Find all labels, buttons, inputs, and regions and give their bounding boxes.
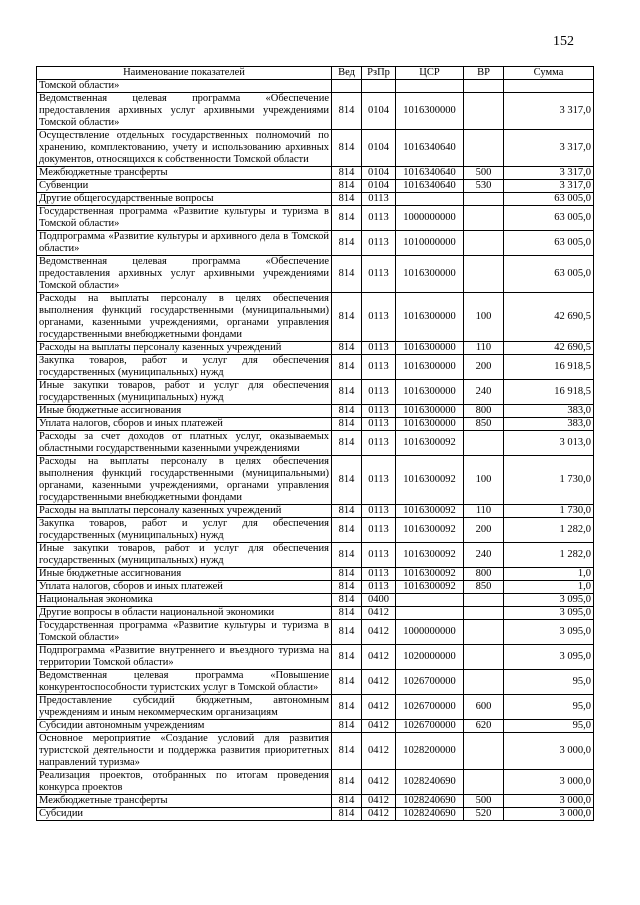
cell-name: Предоставление субсидий бюджетным, автономным учреждениям и иным некоммерческим организациям (37, 695, 332, 720)
cell-name: Подпрограмма «Развитие культуры и архивного дела в Томской области» (37, 231, 332, 256)
table-row (37, 505, 594, 518)
cell-sum: 16 918,5 (504, 380, 594, 405)
table-row (37, 456, 594, 505)
cell-csr: 1020000000 (396, 645, 464, 670)
table-row (37, 620, 594, 645)
cell-name: Национальная экономика (37, 594, 332, 607)
cell-name: Субсидии (37, 808, 332, 821)
cell-vr: 200 (464, 518, 504, 543)
cell-ved: 814 (332, 206, 362, 231)
cell-vr (464, 594, 504, 607)
cell-vr: 500 (464, 167, 504, 180)
cell-ved: 814 (332, 505, 362, 518)
cell-csr: 1016300092 (396, 543, 464, 568)
cell-sum: 383,0 (504, 405, 594, 418)
cell-name: Иные бюджетные ассигнования (37, 405, 332, 418)
cell-name: Государственная программа «Развитие культуры и туризма в Томской области» (37, 206, 332, 231)
table-row (37, 355, 594, 380)
cell-vr: 800 (464, 568, 504, 581)
table-row (37, 418, 594, 431)
cell-rzpr: 0104 (362, 130, 396, 167)
cell-vr: 110 (464, 342, 504, 355)
header-name: Наименование показателей (37, 67, 332, 80)
cell-vr (464, 645, 504, 670)
cell-rzpr: 0113 (362, 456, 396, 505)
cell-name: Ведомственная целевая программа «Обеспечение предоставления архивных услуг архивными учреждениями Томской области» (37, 256, 332, 293)
cell-ved: 814 (332, 720, 362, 733)
cell-ved: 814 (332, 342, 362, 355)
cell-name: Расходы на выплаты персоналу в целях обеспечения выполнения функций государственными (муниципальными) органами, казенными учреждениями, органами управления государственными внебюджетными фондами (37, 456, 332, 505)
cell-ved: 814 (332, 670, 362, 695)
cell-name: Подпрограмма «Развитие внутреннего и въездного туризма на территории Томской области» (37, 645, 332, 670)
cell-vr (464, 431, 504, 456)
cell-rzpr: 0113 (362, 518, 396, 543)
table-row (37, 193, 594, 206)
cell-vr: 100 (464, 293, 504, 342)
cell-rzpr: 0104 (362, 167, 396, 180)
cell-sum: 3 317,0 (504, 93, 594, 130)
cell-sum: 3 095,0 (504, 620, 594, 645)
cell-rzpr: 0113 (362, 355, 396, 380)
cell-ved: 814 (332, 193, 362, 206)
cell-vr (464, 733, 504, 770)
cell-sum: 1 730,0 (504, 505, 594, 518)
cell-vr (464, 93, 504, 130)
cell-vr (464, 607, 504, 620)
header-sum: Сумма (504, 67, 594, 80)
cell-vr (464, 256, 504, 293)
cell-rzpr: 0412 (362, 770, 396, 795)
cell-ved: 814 (332, 695, 362, 720)
cell-sum: 1 282,0 (504, 518, 594, 543)
cell-name: Другие вопросы в области национальной экономики (37, 607, 332, 620)
table-row (37, 93, 594, 130)
cell-rzpr: 0412 (362, 733, 396, 770)
cell-rzpr: 0400 (362, 594, 396, 607)
cell-sum: 42 690,5 (504, 293, 594, 342)
cell-sum: 3 013,0 (504, 431, 594, 456)
cell-csr: 1026700000 (396, 670, 464, 695)
cell-rzpr: 0113 (362, 418, 396, 431)
table-row (37, 543, 594, 568)
cell-csr: 1016300000 (396, 418, 464, 431)
cell-name: Уплата налогов, сборов и иных платежей (37, 418, 332, 431)
cell-vr: 110 (464, 505, 504, 518)
cell-vr: 100 (464, 456, 504, 505)
table-row (37, 581, 594, 594)
cell-name: Субсидии автономным учреждениям (37, 720, 332, 733)
table-row (37, 733, 594, 770)
cell-rzpr: 0412 (362, 645, 396, 670)
cell-vr: 240 (464, 380, 504, 405)
cell-rzpr: 0113 (362, 543, 396, 568)
table-row (37, 795, 594, 808)
cell-csr: 1016300092 (396, 581, 464, 594)
cell-name: Межбюджетные трансферты (37, 167, 332, 180)
page-number: 152 (553, 34, 574, 49)
cell-ved: 814 (332, 405, 362, 418)
table-row (37, 518, 594, 543)
cell-name: Ведомственная целевая программа «Повышение конкурентоспособности туристских услуг в Томской области» (37, 670, 332, 695)
cell-sum: 42 690,5 (504, 342, 594, 355)
cell-ved: 814 (332, 355, 362, 380)
cell-csr: 1016340640 (396, 167, 464, 180)
cell-ved: 814 (332, 431, 362, 456)
cell-sum: 63 005,0 (504, 193, 594, 206)
cell-sum: 3 000,0 (504, 808, 594, 821)
cell-ved: 814 (332, 231, 362, 256)
table-row (37, 342, 594, 355)
cell-ved: 814 (332, 607, 362, 620)
cell-csr (396, 80, 464, 93)
cell-rzpr: 0104 (362, 180, 396, 193)
cell-sum (504, 80, 594, 93)
cell-sum: 3 317,0 (504, 130, 594, 167)
cell-rzpr: 0113 (362, 193, 396, 206)
cell-rzpr: 0113 (362, 505, 396, 518)
cell-sum: 16 918,5 (504, 355, 594, 380)
table-row (37, 594, 594, 607)
table-row (37, 607, 594, 620)
cell-rzpr: 0412 (362, 720, 396, 733)
cell-name: Государственная программа «Развитие культуры и туризма в Томской области» (37, 620, 332, 645)
cell-csr: 1016300092 (396, 568, 464, 581)
cell-sum: 95,0 (504, 695, 594, 720)
cell-csr: 1026700000 (396, 695, 464, 720)
cell-rzpr: 0113 (362, 256, 396, 293)
cell-ved: 814 (332, 256, 362, 293)
table-row (37, 808, 594, 821)
cell-name: Реализация проектов, отобранных по итогам проведения конкурса проектов (37, 770, 332, 795)
cell-ved: 814 (332, 645, 362, 670)
cell-csr: 1016300092 (396, 518, 464, 543)
cell-rzpr: 0412 (362, 695, 396, 720)
cell-sum: 1 282,0 (504, 543, 594, 568)
cell-sum: 3 317,0 (504, 180, 594, 193)
cell-vr (464, 206, 504, 231)
table-row (37, 770, 594, 795)
cell-ved: 814 (332, 93, 362, 130)
cell-vr: 200 (464, 355, 504, 380)
table-row (37, 256, 594, 293)
cell-name: Закупка товаров, работ и услуг для обеспечения государственных (муниципальных) нужд (37, 518, 332, 543)
cell-csr: 1016300092 (396, 456, 464, 505)
cell-ved: 814 (332, 581, 362, 594)
cell-vr (464, 193, 504, 206)
cell-ved: 814 (332, 770, 362, 795)
cell-rzpr: 0412 (362, 795, 396, 808)
cell-vr (464, 670, 504, 695)
cell-ved: 814 (332, 518, 362, 543)
cell-csr (396, 607, 464, 620)
cell-ved: 814 (332, 568, 362, 581)
cell-name: Межбюджетные трансферты (37, 795, 332, 808)
cell-sum: 63 005,0 (504, 231, 594, 256)
cell-name: Основное мероприятие «Создание условий для развития туристской деятельности и поддержка развития приоритетных направлений туризма» (37, 733, 332, 770)
table-row (37, 405, 594, 418)
cell-vr (464, 231, 504, 256)
cell-sum: 3 317,0 (504, 167, 594, 180)
table-row (37, 695, 594, 720)
table-body (37, 80, 594, 821)
table-header-row (37, 67, 594, 80)
cell-rzpr: 0113 (362, 206, 396, 231)
cell-name: Ведомственная целевая программа «Обеспечение предоставления архивных услуг архивными учреждениями Томской области» (37, 93, 332, 130)
cell-ved: 814 (332, 380, 362, 405)
cell-vr: 500 (464, 795, 504, 808)
cell-vr: 850 (464, 418, 504, 431)
cell-sum: 383,0 (504, 418, 594, 431)
cell-name: Осуществление отдельных государственных полномочий по хранению, комплектованию, учету и использованию архивных документов, относящихся к собственности Томской области (37, 130, 332, 167)
cell-vr (464, 770, 504, 795)
cell-sum: 1 730,0 (504, 456, 594, 505)
header-rzpr: РзПр (362, 67, 396, 80)
cell-vr (464, 620, 504, 645)
table-row (37, 130, 594, 167)
cell-name: Расходы на выплаты персоналу в целях обеспечения выполнения функций государственными (муниципальными) органами, казенными учреждениями, органами управления государственными внебюджетными фондами (37, 293, 332, 342)
cell-csr: 1016300000 (396, 293, 464, 342)
cell-csr: 1016300092 (396, 505, 464, 518)
cell-ved: 814 (332, 594, 362, 607)
table-row (37, 293, 594, 342)
cell-vr (464, 130, 504, 167)
cell-name: Иные бюджетные ассигнования (37, 568, 332, 581)
cell-vr: 620 (464, 720, 504, 733)
cell-name: Расходы на выплаты персоналу казенных учреждений (37, 505, 332, 518)
cell-name: Иные закупки товаров, работ и услуг для обеспечения государственных (муниципальных) нужд (37, 380, 332, 405)
cell-csr: 1000000000 (396, 620, 464, 645)
cell-rzpr: 0412 (362, 808, 396, 821)
cell-sum: 3 000,0 (504, 733, 594, 770)
cell-vr: 240 (464, 543, 504, 568)
cell-csr (396, 193, 464, 206)
cell-name: Субвенции (37, 180, 332, 193)
cell-ved: 814 (332, 808, 362, 821)
cell-vr: 530 (464, 180, 504, 193)
cell-sum: 1,0 (504, 581, 594, 594)
cell-vr: 600 (464, 695, 504, 720)
table-row (37, 180, 594, 193)
table-row (37, 431, 594, 456)
cell-csr: 1028240690 (396, 795, 464, 808)
cell-sum: 63 005,0 (504, 256, 594, 293)
cell-name: Закупка товаров, работ и услуг для обеспечения государственных (муниципальных) нужд (37, 355, 332, 380)
cell-vr: 850 (464, 581, 504, 594)
cell-sum: 3 095,0 (504, 645, 594, 670)
cell-ved: 814 (332, 543, 362, 568)
table-row (37, 80, 594, 93)
cell-csr: 1028240690 (396, 808, 464, 821)
table-row (37, 167, 594, 180)
cell-csr: 1016300000 (396, 405, 464, 418)
cell-sum: 3 000,0 (504, 770, 594, 795)
cell-sum: 95,0 (504, 670, 594, 695)
cell-csr: 1016300000 (396, 342, 464, 355)
cell-ved: 814 (332, 130, 362, 167)
cell-name: Другие общегосударственные вопросы (37, 193, 332, 206)
table-row (37, 231, 594, 256)
cell-csr: 1016300000 (396, 256, 464, 293)
cell-ved: 814 (332, 167, 362, 180)
cell-ved: 814 (332, 795, 362, 808)
header-csr: ЦСР (396, 67, 464, 80)
cell-sum: 3 095,0 (504, 607, 594, 620)
cell-name: Уплата налогов, сборов и иных платежей (37, 581, 332, 594)
cell-rzpr: 0412 (362, 620, 396, 645)
cell-sum: 3 000,0 (504, 795, 594, 808)
cell-vr: 800 (464, 405, 504, 418)
cell-rzpr: 0113 (362, 431, 396, 456)
cell-csr: 1026700000 (396, 720, 464, 733)
cell-ved: 814 (332, 293, 362, 342)
table-row (37, 206, 594, 231)
cell-rzpr: 0113 (362, 405, 396, 418)
table-row (37, 670, 594, 695)
cell-rzpr: 0412 (362, 607, 396, 620)
cell-ved: 814 (332, 418, 362, 431)
cell-csr: 1000000000 (396, 206, 464, 231)
cell-csr: 1016300000 (396, 355, 464, 380)
table-row (37, 380, 594, 405)
table-row (37, 568, 594, 581)
cell-csr: 1016340640 (396, 180, 464, 193)
cell-csr (396, 594, 464, 607)
cell-rzpr: 0412 (362, 670, 396, 695)
cell-rzpr: 0104 (362, 93, 396, 130)
cell-ved: 814 (332, 180, 362, 193)
cell-csr: 1028240690 (396, 770, 464, 795)
cell-vr (464, 80, 504, 93)
cell-rzpr: 0113 (362, 231, 396, 256)
header-ved: Вед (332, 67, 362, 80)
cell-name: Иные закупки товаров, работ и услуг для обеспечения государственных (муниципальных) нужд (37, 543, 332, 568)
cell-rzpr: 0113 (362, 380, 396, 405)
cell-sum: 95,0 (504, 720, 594, 733)
cell-csr: 1016340640 (396, 130, 464, 167)
cell-name: Расходы на выплаты персоналу казенных учреждений (37, 342, 332, 355)
cell-name: Томской области» (37, 80, 332, 93)
cell-rzpr: 0113 (362, 342, 396, 355)
cell-rzpr (362, 80, 396, 93)
cell-rzpr: 0113 (362, 581, 396, 594)
cell-sum: 3 095,0 (504, 594, 594, 607)
table-row (37, 645, 594, 670)
budget-table (36, 66, 594, 821)
cell-csr: 1016300000 (396, 93, 464, 130)
cell-rzpr: 0113 (362, 293, 396, 342)
cell-ved (332, 80, 362, 93)
header-vr: ВР (464, 67, 504, 80)
table-row (37, 720, 594, 733)
cell-csr: 1010000000 (396, 231, 464, 256)
cell-sum: 63 005,0 (504, 206, 594, 231)
cell-ved: 814 (332, 620, 362, 645)
cell-csr: 1016300000 (396, 380, 464, 405)
cell-vr: 520 (464, 808, 504, 821)
cell-name: Расходы за счет доходов от платных услуг, оказываемых областными государственными казенными учреждениями (37, 431, 332, 456)
cell-csr: 1028200000 (396, 733, 464, 770)
cell-rzpr: 0113 (362, 568, 396, 581)
cell-sum: 1,0 (504, 568, 594, 581)
cell-ved: 814 (332, 733, 362, 770)
cell-csr: 1016300092 (396, 431, 464, 456)
cell-ved: 814 (332, 456, 362, 505)
